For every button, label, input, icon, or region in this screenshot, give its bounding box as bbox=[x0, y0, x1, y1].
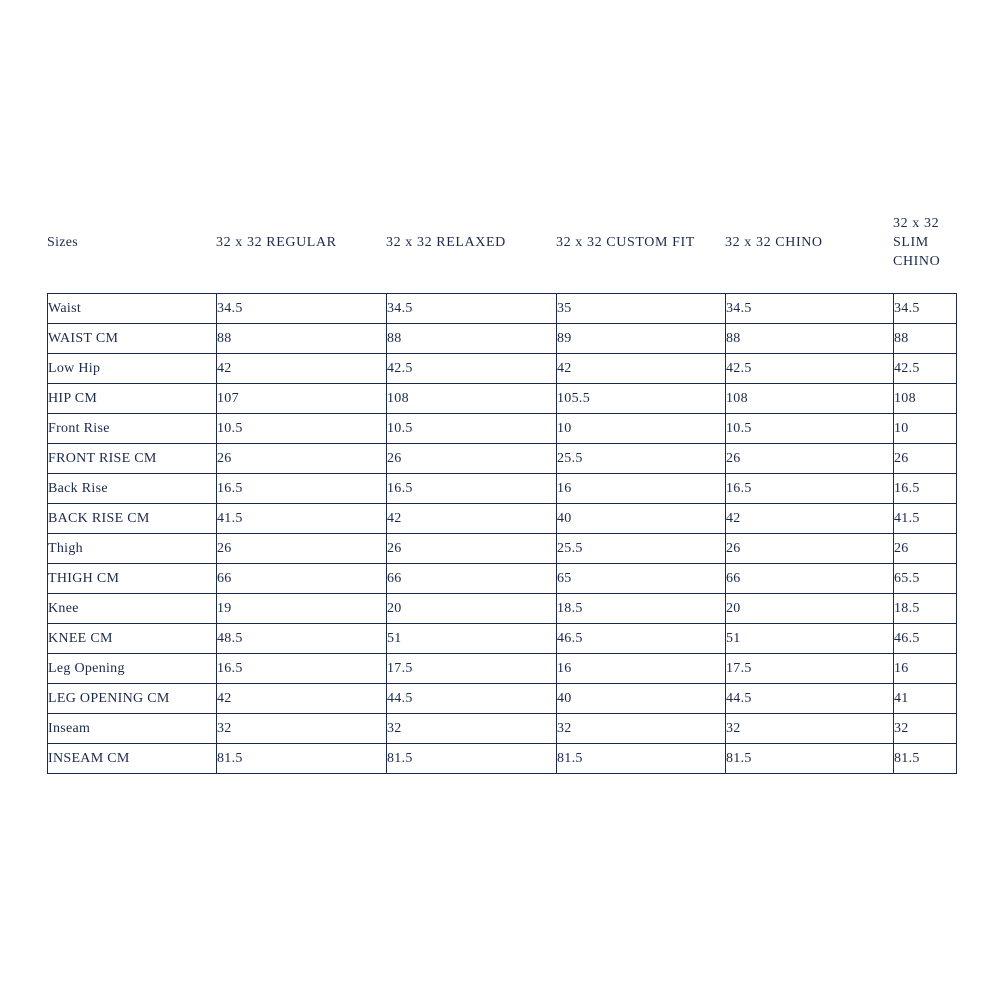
table-row bbox=[48, 654, 957, 684]
header-relaxed: 32 x 32 RELAXED bbox=[386, 235, 506, 250]
table-cell: 40 bbox=[557, 504, 726, 534]
row-label: Front Rise bbox=[48, 414, 217, 444]
table-cell: 19 bbox=[217, 594, 387, 624]
table-cell: 108 bbox=[387, 384, 557, 414]
table-cell: 32 bbox=[387, 714, 557, 744]
table-row bbox=[48, 444, 957, 474]
row-label: Back Rise bbox=[48, 474, 217, 504]
table-cell: 65.5 bbox=[894, 564, 957, 594]
row-label: Knee bbox=[48, 594, 217, 624]
table-cell: 16 bbox=[557, 654, 726, 684]
table-cell: 41 bbox=[894, 684, 957, 714]
table-cell: 35 bbox=[557, 294, 726, 324]
row-label: KNEE CM bbox=[48, 624, 217, 654]
table-row bbox=[48, 744, 957, 774]
table-cell: 32 bbox=[217, 714, 387, 744]
table-cell: 88 bbox=[726, 324, 894, 354]
header-slim-chino-line-1: 32 x 32 bbox=[893, 216, 940, 231]
table-cell: 26 bbox=[217, 444, 387, 474]
table-cell: 20 bbox=[387, 594, 557, 624]
table-row bbox=[48, 384, 957, 414]
table-cell: 41.5 bbox=[894, 504, 957, 534]
table-cell: 16.5 bbox=[726, 474, 894, 504]
table-cell: 66 bbox=[387, 564, 557, 594]
table-cell: 10.5 bbox=[387, 414, 557, 444]
table-cell: 26 bbox=[894, 444, 957, 474]
table-cell: 16.5 bbox=[387, 474, 557, 504]
row-label: HIP CM bbox=[48, 384, 217, 414]
table-cell: 26 bbox=[217, 534, 387, 564]
row-label: Low Hip bbox=[48, 354, 217, 384]
size-chart-body bbox=[48, 294, 957, 774]
table-cell: 46.5 bbox=[557, 624, 726, 654]
table-cell: 34.5 bbox=[894, 294, 957, 324]
table-cell: 51 bbox=[387, 624, 557, 654]
table-cell: 26 bbox=[726, 444, 894, 474]
table-cell: 107 bbox=[217, 384, 387, 414]
table-cell: 18.5 bbox=[894, 594, 957, 624]
header-chino: 32 x 32 CHINO bbox=[725, 235, 823, 250]
table-cell: 25.5 bbox=[557, 534, 726, 564]
header-slim-chino-line-3: CHINO bbox=[893, 254, 941, 269]
table-cell: 26 bbox=[387, 534, 557, 564]
size-chart-table bbox=[47, 293, 957, 774]
table-cell: 41.5 bbox=[217, 504, 387, 534]
table-cell: 65 bbox=[557, 564, 726, 594]
header-sizes: Sizes bbox=[47, 235, 79, 250]
table-row bbox=[48, 624, 957, 654]
table-cell: 16 bbox=[557, 474, 726, 504]
table-cell: 25.5 bbox=[557, 444, 726, 474]
table-cell: 17.5 bbox=[387, 654, 557, 684]
table-cell: 42.5 bbox=[894, 354, 957, 384]
row-label: Thigh bbox=[48, 534, 217, 564]
table-cell: 34.5 bbox=[726, 294, 894, 324]
table-cell: 66 bbox=[217, 564, 387, 594]
table-row bbox=[48, 534, 957, 564]
table-cell: 81.5 bbox=[217, 744, 387, 774]
table-cell: 40 bbox=[557, 684, 726, 714]
table-cell: 108 bbox=[894, 384, 957, 414]
table-cell: 32 bbox=[894, 714, 957, 744]
table-cell: 26 bbox=[726, 534, 894, 564]
table-cell: 42 bbox=[387, 504, 557, 534]
table-cell: 88 bbox=[217, 324, 387, 354]
table-row bbox=[48, 714, 957, 744]
header-custom-fit: 32 x 32 CUSTOM FIT bbox=[556, 235, 695, 250]
row-label: INSEAM CM bbox=[48, 744, 217, 774]
row-label: Waist bbox=[48, 294, 217, 324]
table-cell: 42 bbox=[217, 354, 387, 384]
table-cell: 51 bbox=[726, 624, 894, 654]
row-label: THIGH CM bbox=[48, 564, 217, 594]
header-slim-chino-line-2: SLIM bbox=[893, 235, 929, 250]
table-cell: 88 bbox=[894, 324, 957, 354]
table-cell: 81.5 bbox=[557, 744, 726, 774]
table-row bbox=[48, 324, 957, 354]
row-label: FRONT RISE CM bbox=[48, 444, 217, 474]
row-label: LEG OPENING CM bbox=[48, 684, 217, 714]
table-cell: 42.5 bbox=[387, 354, 557, 384]
table-cell: 44.5 bbox=[726, 684, 894, 714]
table-row bbox=[48, 474, 957, 504]
table-cell: 42 bbox=[557, 354, 726, 384]
header-slim-chino bbox=[893, 214, 953, 271]
table-cell: 32 bbox=[726, 714, 894, 744]
table-cell: 17.5 bbox=[726, 654, 894, 684]
table-cell: 105.5 bbox=[557, 384, 726, 414]
table-cell: 16.5 bbox=[217, 654, 387, 684]
table-cell: 16.5 bbox=[894, 474, 957, 504]
table-cell: 10.5 bbox=[217, 414, 387, 444]
row-label: Inseam bbox=[48, 714, 217, 744]
table-header bbox=[0, 0, 1000, 280]
table-cell: 42 bbox=[217, 684, 387, 714]
row-label: WAIST CM bbox=[48, 324, 217, 354]
table-cell: 26 bbox=[894, 534, 957, 564]
table-cell: 16 bbox=[894, 654, 957, 684]
table-cell: 10 bbox=[894, 414, 957, 444]
header-regular: 32 x 32 REGULAR bbox=[216, 235, 337, 250]
table-cell: 81.5 bbox=[726, 744, 894, 774]
table-cell: 108 bbox=[726, 384, 894, 414]
table-cell: 81.5 bbox=[894, 744, 957, 774]
table-cell: 42.5 bbox=[726, 354, 894, 384]
row-label: Leg Opening bbox=[48, 654, 217, 684]
table-cell: 10 bbox=[557, 414, 726, 444]
table-cell: 34.5 bbox=[217, 294, 387, 324]
table-cell: 48.5 bbox=[217, 624, 387, 654]
table-row bbox=[48, 564, 957, 594]
table-cell: 10.5 bbox=[726, 414, 894, 444]
row-label: BACK RISE CM bbox=[48, 504, 217, 534]
table-row bbox=[48, 294, 957, 324]
table-cell: 20 bbox=[726, 594, 894, 624]
table-row bbox=[48, 684, 957, 714]
table-cell: 42 bbox=[726, 504, 894, 534]
table-cell: 32 bbox=[557, 714, 726, 744]
table-cell: 89 bbox=[557, 324, 726, 354]
table-cell: 18.5 bbox=[557, 594, 726, 624]
table-cell: 66 bbox=[726, 564, 894, 594]
table-cell: 34.5 bbox=[387, 294, 557, 324]
table-row bbox=[48, 354, 957, 384]
table-cell: 88 bbox=[387, 324, 557, 354]
table-cell: 16.5 bbox=[217, 474, 387, 504]
table-cell: 44.5 bbox=[387, 684, 557, 714]
table-row bbox=[48, 414, 957, 444]
table-row bbox=[48, 594, 957, 624]
table-cell: 81.5 bbox=[387, 744, 557, 774]
table-row bbox=[48, 504, 957, 534]
table-cell: 26 bbox=[387, 444, 557, 474]
table-cell: 46.5 bbox=[894, 624, 957, 654]
